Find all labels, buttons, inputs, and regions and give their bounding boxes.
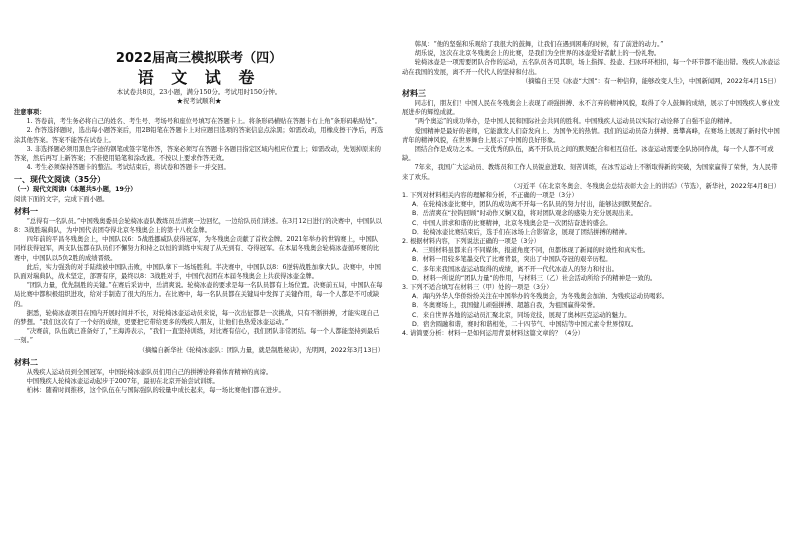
question-1-option: D．轮椅冰壶比赛结束后，选手们在冰场上合影留念，展现了团结拼搏的精神。 [412,228,631,236]
notes-heading: 注意事项： [14,109,46,116]
note-item: 4. 考生必须保持答题卡的整洁。考试结束后，将试卷和答题卡一并交回。 [26,164,230,172]
material-3-para: “两个奥运”的成功举办，是中国人民和国际社会共同的胜利。中国残疾人运动员以实际行动诠释了自强不息的精神。 [414,118,736,126]
exam-info: 本试卷共8页，23小题，满分150分。考试用时150分钟。 [116,88,282,96]
question-3-option: A．海内外华人华侨纷纷关注在中国举办的冬残奥会，为冬残奥会加油、为残疾运动员喝彩。 [412,293,669,301]
exam-wish: ★祝考试顺利★ [176,97,222,105]
exam-subject: 语 文 试 卷 [137,68,261,87]
exam-title: 2022届高三模拟联考（四） [115,51,283,66]
question-2-option: A．三则材料虽都来自不同媒体，报道角度不同，但都体现了新闻的时效性和真实性。 [412,247,650,255]
question-1-option: C．中国人讲求和谐的比赛精神，北京冬残奥会是一次团结奋进的盛会。 [412,219,612,227]
question-4: 4. 请简要分析：材料一是如何运用背景材料这篇文章的？（4分） [402,330,585,338]
material-2-source: （摘编自王昊《冰壶“大国”：有一种信仰，能够改变人生》，中国新闻网，2022年4月15日） [521,77,780,85]
note-item: 2. 作答选择题时，选出每小题答案后，用2B铅笔在答题卡上对应题目选项的答案信息点涂黑；如需改动，用橡皮擦干净后，再选涂其他答案。答案不能答在试卷上。 [14,127,384,144]
right-column [402,40,780,338]
subsection-heading: （一）现代文阅读Ⅰ（本题共5小题，19分） [14,186,137,194]
material-1-para: “决赛前，队伍就已准备好了，”王海涛表示，“我们一直坚持训练，对比赛有信心，我们团队非常团结。每一个人都能坚持到最后一刻。” [14,328,380,345]
question-3-option: B．冬奥赛场上，我国健儿顽强拼搏、超越自我，为祖国赢得荣誉。 [412,302,599,310]
material-2-para: 轮椅冰壶是一项需要团队合作的运动，五名队员各司其职，场上指挥、投壶、扫冰环环相扣，每一个环节都不能出错。残疾人冰壶运动在我国的发展，离不开一代代人的坚持和付出。 [402,59,780,76]
material-3-label: 材料三 [402,89,426,99]
note-item: 3. 非选择题必须用黑色字迹的钢笔或签字笔作答，答案必须写在答题卡各题目指定区域内相应位置上；如需改动，先划掉原来的答案，然后再写上新答案；不准使用铅笔和涂改液。不按以上要求作答无效。 [14,145,381,163]
question-2: 2. 根据材料内容，下列说法正确的一项是（3分） [402,238,540,246]
question-1: 1. 下列对材料相关内容的理解和分析，不正确的一项是（3分） [402,192,578,200]
material-1-label: 材料一 [14,206,38,216]
instruction: 阅读下面的文字，完成下面小题。 [14,195,109,203]
question-3-option: D．宿舍圆融和谐，赛时和谐相处，二十四节气、中国结等中国元素令世界惊叹。 [412,320,638,328]
material-1-para: 四年前的平昌冬残奥会上，中国队以6：5战胜挪威队获得冠军，为冬残奥会贡献了首枚金牌。2021年举办的世锦赛上，中国队同样获得冠军，两支队伍都在队员们不懈努力和持之以恒的训练中实现了从无到有、夺得冠军。在本届冬残奥会轮椅冰壶循环赛的比赛中，中国队以5负2胜的成绩晋级。 [14,236,380,262]
material-1-para: “团队力量，优先制胜的关键。”在赛后采访中，岳清爽说。轮椅冰壶的要求是每一名队员都有上场位置。决赛前五局，中国队在每局比赛中都积极组织进攻，给对手制造了很大的压力。在比赛中，每一名队员都在关键局中发挥了关键作用，每一个人都是不可或缺的。 [14,282,383,308]
material-2-label: 材料二 [14,357,38,367]
question-2-option: D．材料一所说的“团队力量”的作用，与材料三（乙）社会活动所给予的精神是一致的。 [412,274,657,282]
question-3: 3. 下列不适合填写在材料三（甲）处的一项是（3分） [402,284,553,292]
material-2-para: 中国残疾人轮椅冰壶运动起步于2007年，最初在北京开始尝试训练。 [26,378,219,386]
material-2-para: 韩凤：“他的坚强和乐观给了我很大的鼓舞，让我们在遇到困难的时候，有了前进的动力。” [414,41,664,48]
left-column [14,40,384,395]
question-1-option: A．在轮椅冰壶比赛中，团队的成功离不开每一名队员的努力付出，能够达到默契配合。 [412,201,656,209]
question-2-option: C．多年来我国冰壶运动取得的成绩，离不开一代代冰壶人的努力和付出。 [412,265,618,273]
material-3-para: 同志们，朋友们！中国人民在冬残奥会上表现了顽强拼搏、永不言弃的精神风貌，取得了令人鼓舞的成绩，展示了中国残疾人事业发展进步的辉煌成就。 [402,100,780,117]
material-2-para: 从残疾人运动员到全国冠军，中国轮椅冰壶队员们用自己的拼搏诠释着体育精神的真谛。 [26,368,273,376]
material-1-para: 此后，实力强劲的对手陆续被中国队击败，中国队拿下一场场胜利。半决赛中，中国队以8：6逆转战胜加拿大队。决赛中，中国队面对瑞典队，战术坚定，部署有序，最终以8：3战胜对手，中国代表团在本届冬残奥会上共获得冰壶金牌。 [14,263,381,281]
material-2-para: 柏林：随着时间推移，这个队伍在与国际强队的较量中成长起来，每一场比赛他们都在进步。 [26,387,285,395]
question-1-option: B．岳清爽在“拉钩回顾”时动作又娴又稳，将对团队观念的感染力充分展现出来。 [412,210,637,218]
question-3-option: C．来自世界各地的运动员汇聚北京，同场竞技，展现了奥林匹克运动的魅力。 [412,311,631,319]
material-3-source: （习近平《在北京冬奥会、冬残奥会总结表彰大会上的讲话》（节选），新华社，2022年4月8日） [510,182,780,190]
material-3-para: 7年来，我国广大运动员、教练员和工作人员锐意进取、刻苦训练，在冰雪运动上不断取得新的突破，为国家赢得了荣誉，为人民带来了欢乐。 [402,164,778,181]
question-2-option: B．材料一用较多笔墨交代了比赛背景，突出了中国队夺冠的艰辛历程。 [412,256,612,264]
note-item: 1. 答卷前，考生务必将自己的姓名、考生号、考场号和座位号填写在答题卡上。将条形码横贴在答题卡右上角“条形码粘贴处”。 [26,118,382,126]
material-3-para: 团结合作是成功之本。一支优秀的队伍，离不开队员之间的默契配合和相互信任。冰壶运动需要全队协同作战，每一个人都不可或缺。 [402,146,774,163]
material-1-para: 据悉，轮椅冰壶项目在国内开展时间并不长，对轮椅冰壶运动员来说，每一次出征都是一次挑战，只有不断拼搏，才能实现自己的梦想。“我们这次有了一个好的成绩，更要把它带给更多的残疾人朋友，让他们也热爱冰壶运动。” [14,309,380,327]
material-1-para: “总得有一名队员。”中国残奥委员会轮椅冰壶队教练员岳清爽一边回忆，一边给队员们讲述。在3月12日进行的决赛中，中国队以8：3战胜瑞典队，为中国代表团夺得北京冬残奥会上的第十八枚金牌。 [14,217,382,235]
material-1-source: （摘编自新华社《轮椅冰壶队：团队力量，就是制胜秘诀》，光明网，2022年3月13日） [138,346,384,354]
material-2-para: 胡乐说，这次在北京冬残奥会上的比赛，是我们为全世界的冰壶爱好者献上的一份礼物。 [414,50,661,58]
material-3-para: 爱国精神是最好的老师，它能激发人们奋发向上、为国争光的热情。我们的运动员奋力拼搏、勇攀高峰，在赛场上展现了新时代中国青年的精神风貌，在世界舞台上展示了中国的良好形象。 [402,127,780,144]
section-heading: 一、现代文阅读（35分） [14,175,106,185]
